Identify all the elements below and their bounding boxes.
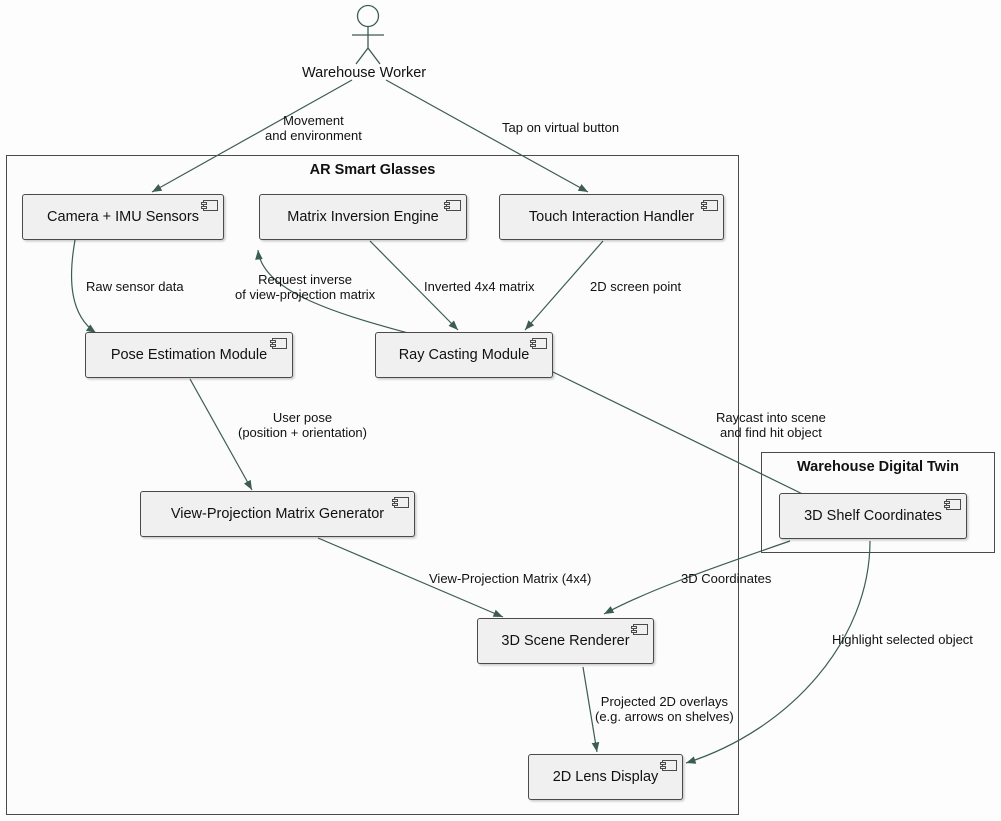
edge-label-projected-2d-overlays: Projected 2D overlays (e.g. arrows on shelves): [595, 694, 734, 724]
edge-label-2d-screen-point: 2D screen point: [590, 279, 682, 294]
component-icon: [446, 200, 461, 211]
component-icon: [703, 200, 718, 211]
component-icon: [633, 624, 648, 635]
component-3d-scene-renderer[interactable]: [477, 618, 654, 664]
component-icon: [662, 760, 677, 771]
component-icon: [532, 338, 547, 349]
component-label: 3D Scene Renderer: [501, 633, 630, 649]
component-touch-interaction-handler[interactable]: [499, 194, 724, 240]
component-view-projection-matrix-generator[interactable]: [140, 491, 415, 537]
component-3d-shelf-coordinates[interactable]: [779, 493, 967, 539]
package-title-ar-smart-glasses: AR Smart Glasses: [309, 162, 436, 178]
component-label: 3D Shelf Coordinates: [804, 508, 942, 524]
stick-figure-actor-icon: [352, 6, 384, 65]
component-pose-estimation-module[interactable]: [85, 332, 293, 378]
edge-label-raycast-into-scene: Raycast into scene and find hit object: [716, 410, 826, 440]
component-ray-casting-module[interactable]: [375, 332, 553, 378]
edge-label-request-inverse-of-view-projection-matrix: Request inverse of view-projection matrix: [235, 272, 376, 302]
component-2d-lens-display[interactable]: [528, 754, 683, 800]
edge-label-highlight-selected-object: Highlight selected object: [832, 632, 973, 647]
component-label: View-Projection Matrix Generator: [170, 506, 385, 522]
edge-label-user-pose: User pose (position + orientation): [238, 410, 367, 440]
component-label: Ray Casting Module: [398, 347, 530, 363]
edge-label-tap-on-virtual-button: Tap on virtual button: [502, 120, 620, 135]
edge-label-3d-coordinates: 3D Coordinates: [681, 571, 772, 586]
component-icon: [394, 497, 409, 508]
edge-label-view-projection-matrix: View-Projection Matrix (4x4): [429, 571, 592, 586]
component-icon: [203, 200, 218, 211]
component-label: 2D Lens Display: [552, 769, 659, 785]
component-label: Touch Interaction Handler: [528, 209, 695, 225]
actor-label-warehouse-worker: Warehouse Worker: [302, 65, 427, 81]
component-label: Pose Estimation Module: [110, 347, 268, 363]
package-title-warehouse-digital-twin: Warehouse Digital Twin: [797, 459, 959, 475]
component-camera-imu-sensors[interactable]: [22, 194, 224, 240]
component-label: Camera + IMU Sensors: [47, 209, 199, 225]
component-icon: [272, 338, 287, 349]
edge-label-inverted-4x4-matrix: Inverted 4x4 matrix: [424, 279, 535, 294]
edge-label-movement-and-environment: Movement and environment: [265, 113, 362, 143]
component-icon: [946, 499, 961, 510]
component-matrix-inversion-engine[interactable]: [259, 194, 467, 240]
component-label: Matrix Inversion Engine: [287, 209, 439, 225]
edge-label-raw-sensor-data: Raw sensor data: [86, 279, 184, 294]
